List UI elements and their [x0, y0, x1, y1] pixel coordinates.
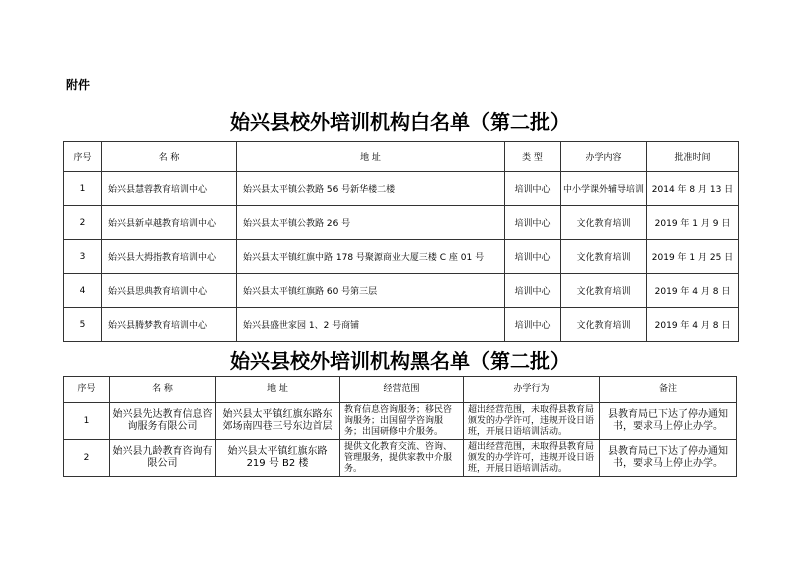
- header-cell: 办学行为: [464, 377, 600, 403]
- table-cell: 文化教育培训: [561, 308, 647, 342]
- table-cell: 2: [64, 440, 110, 477]
- table-cell: 2019 年 4 月 8 日: [647, 274, 739, 308]
- table-cell: 2019 年 1 月 25 日: [647, 240, 739, 274]
- table-cell: 始兴县太平镇红旗路 60 号第三层: [237, 274, 505, 308]
- table-cell: 5: [64, 308, 102, 342]
- blacklist-title: 始兴县校外培训机构黑名单（第二批）: [230, 349, 570, 373]
- table-cell: 始兴县新卓越教育培训中心: [102, 206, 237, 240]
- table-cell: 培训中心: [505, 274, 561, 308]
- table-row: [64, 240, 739, 274]
- table-cell: 中小学课外辅导培训: [561, 172, 647, 206]
- table-row: [64, 440, 737, 477]
- table-cell: 始兴县大拇指教育培训中心: [102, 240, 237, 274]
- table-row: [64, 274, 739, 308]
- table-cell: 培训中心: [505, 172, 561, 206]
- header-cell: 序号: [64, 377, 110, 403]
- header-cell: 经营范围: [340, 377, 464, 403]
- header-cell: 类 型: [505, 142, 561, 172]
- header-cell: 序号: [64, 142, 102, 172]
- table-cell: 县教育局已下达了停办通知书，要求马上停止办学。: [600, 440, 737, 477]
- table-cell: 始兴县九龄教育咨询有限公司: [110, 440, 216, 477]
- table-row: [64, 206, 739, 240]
- table-header-row: [64, 142, 739, 172]
- header-cell: 办学内容: [561, 142, 647, 172]
- header-cell: 名 称: [110, 377, 216, 403]
- table-cell: 1: [64, 172, 102, 206]
- header-cell: 备注: [600, 377, 737, 403]
- table-cell: 2014 年 8 月 13 日: [647, 172, 739, 206]
- table-cell: 4: [64, 274, 102, 308]
- table-cell: 培训中心: [505, 240, 561, 274]
- whitelist-title: 始兴县校外培训机构白名单（第二批）: [230, 110, 570, 134]
- table-cell: 始兴县腾梦教育培训中心: [102, 308, 237, 342]
- header-cell: 批准时间: [647, 142, 739, 172]
- table-cell: 始兴县太平镇红旗中路 178 号聚源商业大厦三楼 C 座 01 号: [237, 240, 505, 274]
- table-cell: 超出经营范围，未取得县教育局颁发的办学许可，违规开设日语班，开展日语培训活动。: [464, 403, 600, 440]
- table-cell: 2019 年 4 月 8 日: [647, 308, 739, 342]
- table-cell: 始兴县太平镇公教路 26 号: [237, 206, 505, 240]
- header-cell: 地 址: [237, 142, 505, 172]
- table-row: [64, 403, 737, 440]
- header-cell: 名 称: [102, 142, 237, 172]
- table-cell: 2: [64, 206, 102, 240]
- table-cell: 文化教育培训: [561, 206, 647, 240]
- table-cell: 始兴县先达教育信息咨询服务有限公司: [110, 403, 216, 440]
- table-cell: 3: [64, 240, 102, 274]
- whitelist-table: [63, 141, 739, 342]
- table-cell: 始兴县慧蓉教育培训中心: [102, 172, 237, 206]
- table-cell: 2019 年 1 月 9 日: [647, 206, 739, 240]
- table-cell: 始兴县太平镇公教路 56 号新华楼二楼: [237, 172, 505, 206]
- table-row: [64, 308, 739, 342]
- table-cell: 始兴县太平镇红旗东路 219 号 B2 楼: [216, 440, 340, 477]
- table-cell: 县教育局已下达了停办通知书，要求马上停止办学。: [600, 403, 737, 440]
- table-cell: 文化教育培训: [561, 274, 647, 308]
- table-cell: 提供文化教育交流、咨询、管理服务，提供家教中介服务。: [340, 440, 464, 477]
- table-cell: 文化教育培训: [561, 240, 647, 274]
- blacklist-table: [63, 376, 737, 477]
- table-cell: 1: [64, 403, 110, 440]
- table-cell: 培训中心: [505, 206, 561, 240]
- table-cell: 教育信息咨询服务；移民咨询服务；出国留学咨询服务；出国研修中介服务。: [340, 403, 464, 440]
- table-cell: 超出经营范围，未取得县教育局颁发的办学许可，违规开设日语班，开展日语培训活动。: [464, 440, 600, 477]
- header-cell: 地 址: [216, 377, 340, 403]
- table-row: [64, 172, 739, 206]
- table-header-row: [64, 377, 737, 403]
- table-cell: 培训中心: [505, 308, 561, 342]
- table-cell: 始兴县太平镇红旗东路东郊场南四巷三号东边首层: [216, 403, 340, 440]
- attachment-label: 附件: [66, 78, 91, 92]
- table-cell: 始兴县思典教育培训中心: [102, 274, 237, 308]
- table-cell: 始兴县盛世家园 1、2 号商铺: [237, 308, 505, 342]
